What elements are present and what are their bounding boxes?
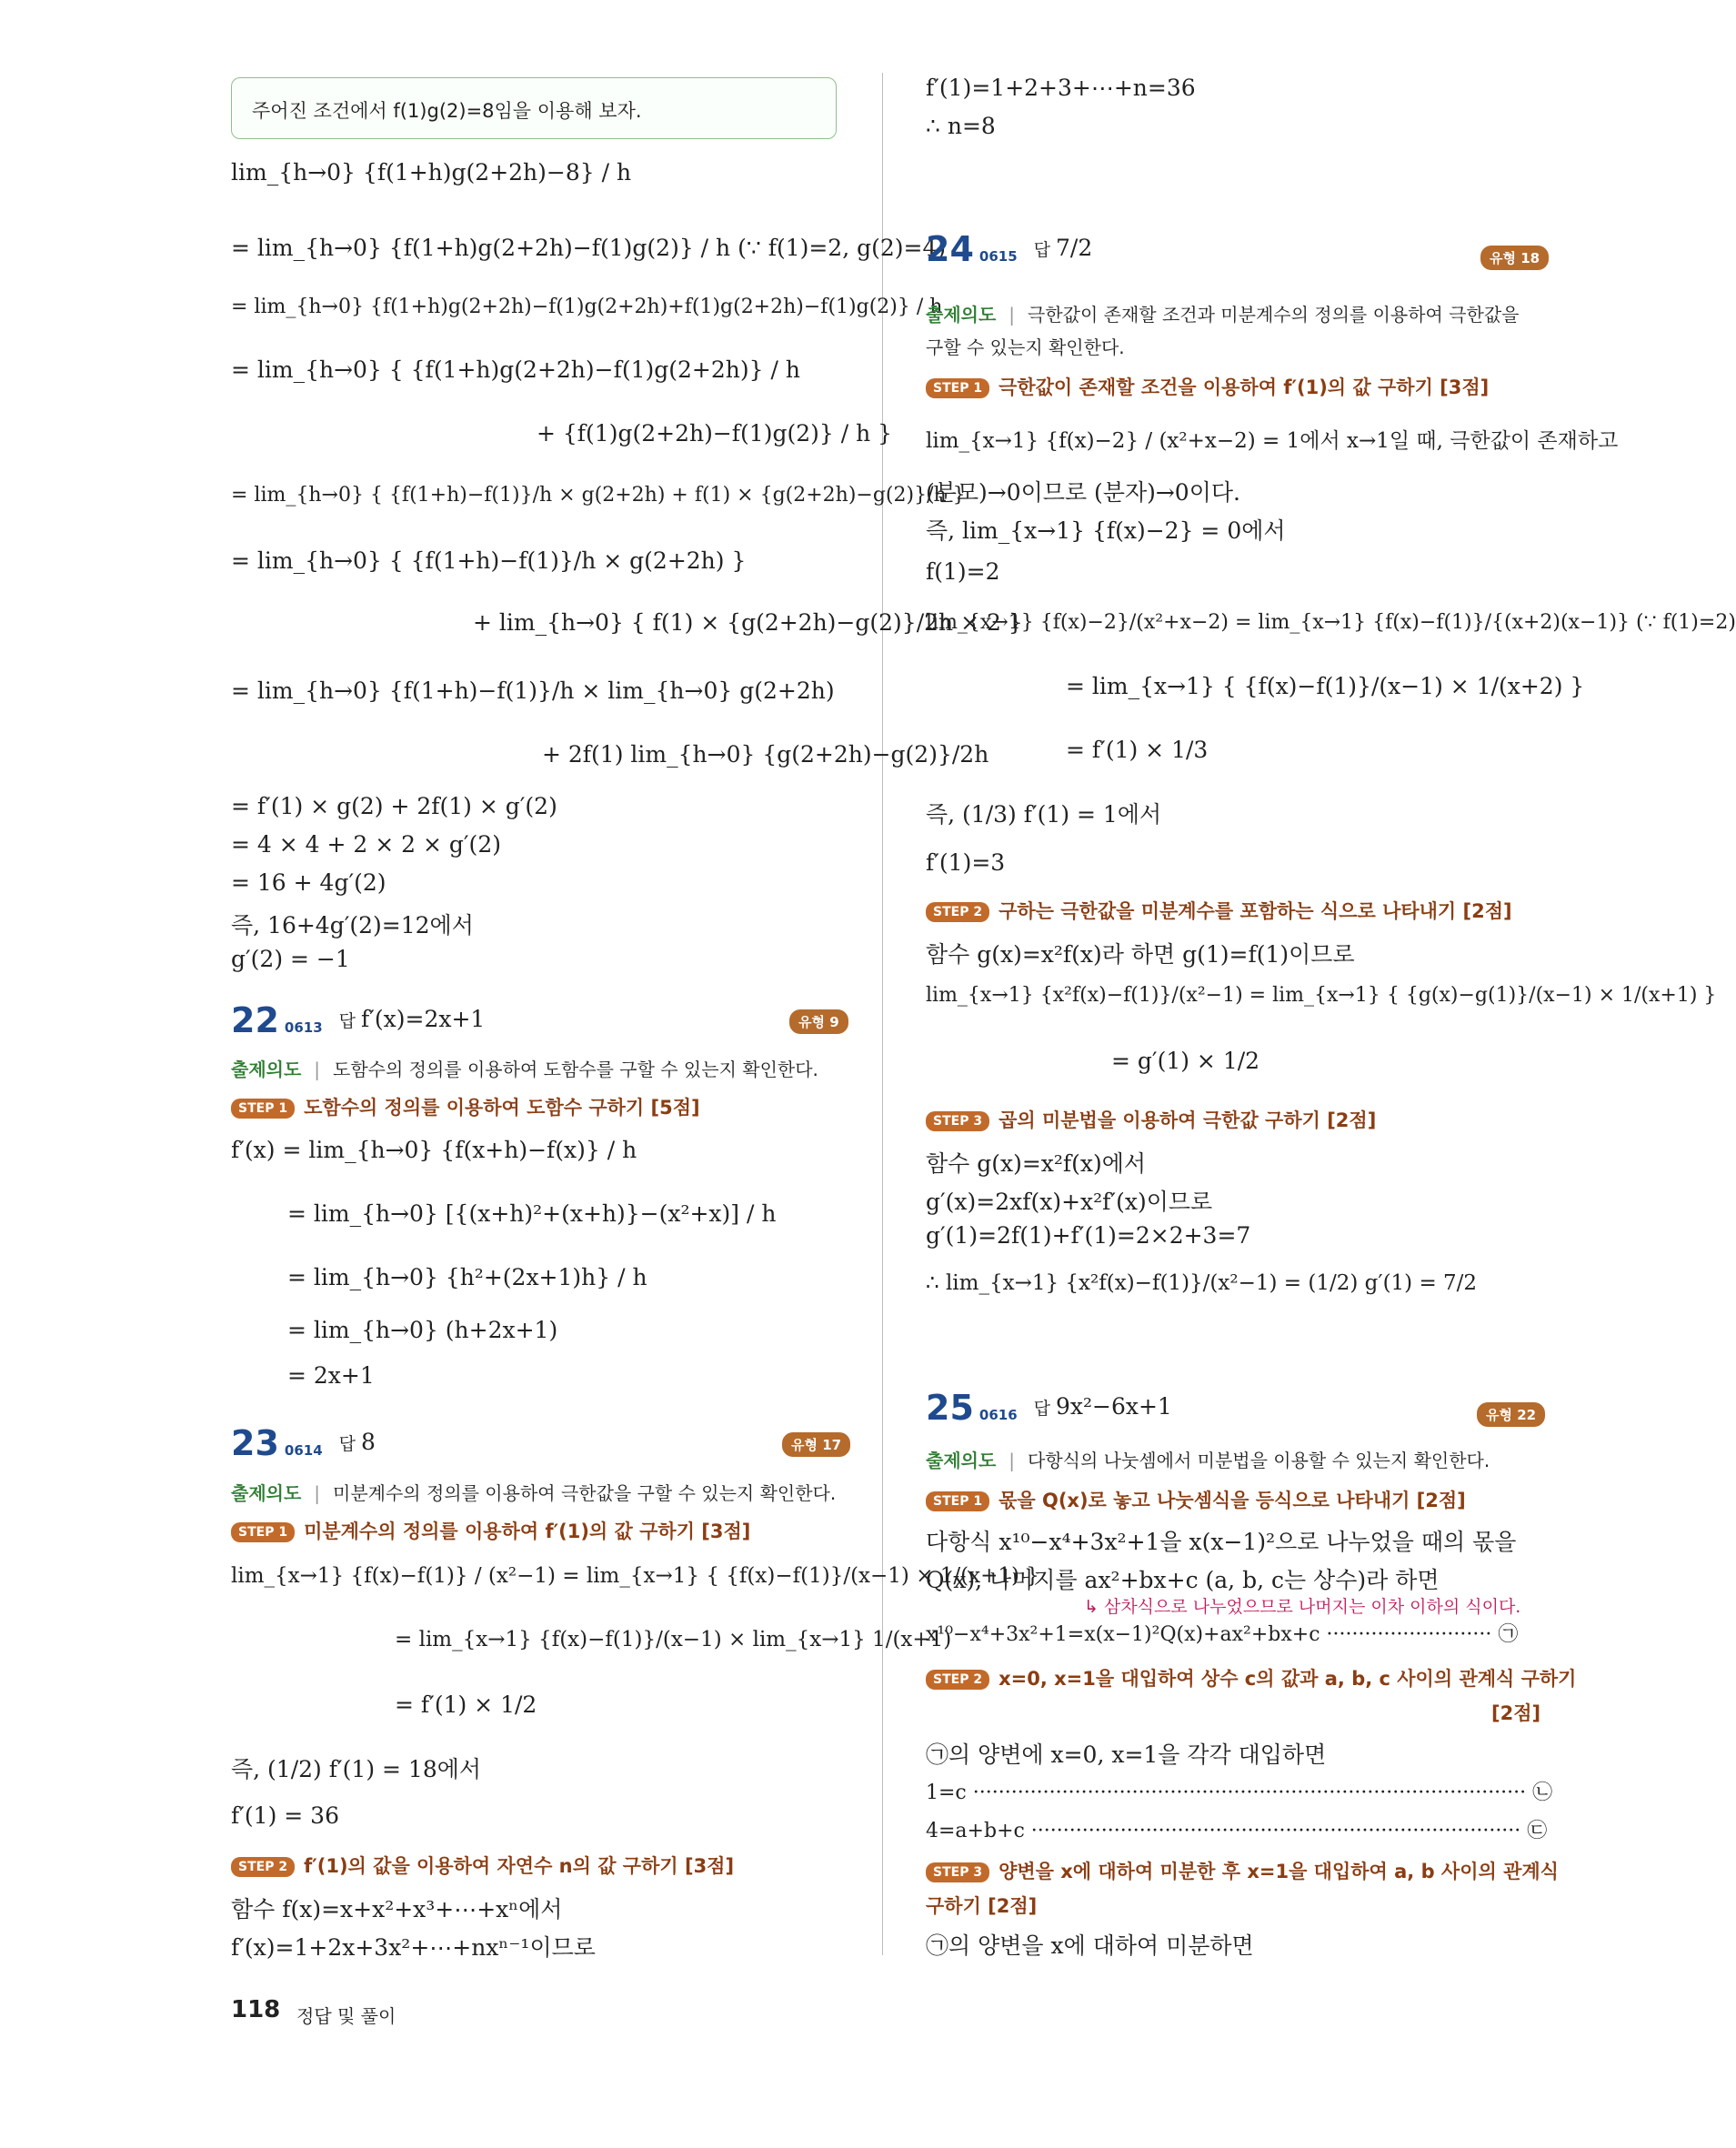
answer-icon: 답 — [338, 1434, 356, 1454]
intent-text: 도함수의 정의를 이용하여 도함수를 구할 수 있는지 확인한다. — [333, 1059, 818, 1080]
derivation-line: + 2f(1) lim_{h→0} {g(2+2h)−g(2)}/2h — [542, 741, 989, 768]
derivation-line: 즉, 16+4g′(2)=12에서 — [231, 912, 474, 938]
solution-line: = lim_{x→1} { {f(x)−f(1)}/(x−1) × 1/(x+2) } — [1066, 673, 1585, 699]
intent-line: 출제의도 | 도함수의 정의를 이용하여 도함수를 구할 수 있는지 확인한다. — [231, 1059, 818, 1080]
solution-line: ㉠의 양변에 x=0, x=1을 각각 대입하면 — [926, 1741, 1327, 1768]
step-text: 도함수의 정의를 이용하여 도함수 구하기 [5점] — [304, 1097, 700, 1119]
answer-icon: 답 — [1033, 240, 1050, 260]
solution-line: = lim_{h→0} {h²+(2x+1)h} / h — [287, 1264, 647, 1290]
problem-number: 25 — [926, 1388, 974, 1428]
solution-line: lim_{x→1} {f(x)−2}/(x²+x−2) = lim_{x→1} {f(x)−f(1)}/{(x+2)(x−1)} (∵ f(1)=2) — [926, 611, 1736, 634]
solution-line: f′(1) = 36 — [231, 1802, 339, 1829]
step-heading — [926, 1106, 1376, 1133]
derivation-line: = lim_{h→0} {f(1+h)−f(1)}/h × lim_{h→0} g(2+2h) — [231, 678, 835, 704]
step-badge: STEP 1 — [926, 378, 989, 398]
derivation-line: g′(2) = −1 — [231, 946, 350, 972]
problem-id: 0615 — [978, 248, 1018, 265]
step-points: [2점] — [1491, 1702, 1541, 1724]
intent-text: 다항식의 나눗셈에서 미분법을 이용할 수 있는지 확인한다. — [1028, 1450, 1490, 1471]
problem-number: 24 — [926, 229, 974, 269]
problem-id: 0616 — [978, 1407, 1018, 1423]
solution-line: 즉, (1/2) f′(1) = 18에서 — [231, 1756, 482, 1782]
derivation-line: = f′(1) × g(2) + 2f(1) × g′(2) — [231, 793, 557, 819]
step-heading — [926, 1486, 1466, 1513]
intent-text: 미분계수의 정의를 이용하여 극한값을 구할 수 있는지 확인한다. — [333, 1482, 837, 1504]
solution-line: f(1)=2 — [926, 558, 1000, 585]
derivation-line: = lim_{h→0} { {f(1+h)−f(1)}/h × g(2+2h) } — [231, 547, 747, 574]
answer: f′(x)=2x+1 — [361, 1006, 486, 1032]
solution-line: 1=c ······················································································· ㉡ — [926, 1782, 1553, 1804]
derivation-line: = lim_{h→0} { {f(1+h)−f(1)}/h × g(2+2h) + f(1) × {g(2+2h)−g(2)}/h } — [231, 484, 966, 507]
solution-line: lim_{x→1} {x²f(x)−f(1)}/(x²−1) = lim_{x→1} { {g(x)−g(1)}/(x−1) × 1/(x+1) } — [926, 984, 1717, 1007]
step-text: 극한값이 존재할 조건을 이용하여 f′(1)의 값 구하기 [3점] — [998, 376, 1490, 398]
solution-line: 함수 g(x)=x²f(x)라 하면 g(1)=f(1)이므로 — [926, 941, 1355, 968]
problem-22-header — [231, 1000, 485, 1040]
solution-line: g′(1)=2f(1)+f′(1)=2×2+3=7 — [926, 1222, 1251, 1249]
step-heading — [926, 897, 1512, 924]
answer-icon: 답 — [1033, 1399, 1050, 1419]
step-continuation: 구하기 [2점] — [926, 1895, 1038, 1917]
hint-text: 주어진 조건에서 f(1)g(2)=8임을 이용해 보자. — [252, 100, 642, 122]
derivation-line: = lim_{h→0} {f(1+h)g(2+2h)−f(1)g(2+2h)+f(1)g(2+2h)−f(1)g(2)} / h — [231, 296, 943, 318]
solution-line: lim_{x→1} {f(x)−2} / (x²+x−2) = 1에서 x→1일 때, 극한값이 존재하고 — [926, 429, 1619, 453]
type-badge: 유형 18 — [1480, 246, 1549, 270]
solution-line: = f′(1) × 1/2 — [395, 1691, 537, 1718]
answer: 7/2 — [1056, 235, 1093, 261]
intent-label: 출제의도 — [926, 1450, 997, 1471]
step-text: x=0, x=1을 대입하여 상수 c의 값과 a, b, c 사이의 관계식 구하기 — [998, 1668, 1577, 1690]
solution-line: 4=a+b+c ············································································· ㉢ — [926, 1820, 1548, 1842]
derivation-line: + lim_{h→0} { f(1) × {g(2+2h)−g(2)}/2h × 2 } — [473, 609, 1023, 636]
intent-label: 출제의도 — [926, 304, 997, 326]
derivation-line: lim_{h→0} {f(1+h)g(2+2h)−8} / h — [231, 159, 632, 186]
solution-line: 함수 f(x)=x+x²+x³+⋯+xⁿ에서 — [231, 1896, 563, 1922]
equation-1: x¹⁰−x⁴+3x²+1=x(x−1)²Q(x)+ax²+bx+c ·························· ㉠ — [926, 1623, 1519, 1646]
solution-line: 즉, (1/3) f′(1) = 1에서 — [926, 801, 1162, 828]
step-text: f′(1)의 값을 이용하여 자연수 n의 값 구하기 [3점] — [304, 1855, 735, 1877]
remainder-note: ↳ 삼차식으로 나누었으므로 나머지는 이차 이하의 식이다. — [1084, 1597, 1521, 1617]
column-divider — [882, 73, 883, 1955]
step-heading — [926, 373, 1489, 400]
intent-line: 출제의도 | 극한값이 존재할 조건과 미분계수의 정의를 이용하여 극한값을 — [926, 304, 1520, 326]
page-number: 118 — [231, 1996, 281, 2023]
solution-line: = f′(1) × 1/3 — [1066, 737, 1209, 763]
problem-id: 0614 — [284, 1442, 323, 1459]
solution-line: 즉, lim_{x→1} {f(x)−2} = 0에서 — [926, 517, 1286, 544]
derivation-line: + {f(1)g(2+2h)−f(1)g(2)} / h } — [537, 420, 893, 447]
solution-line: f′(x)=1+2x+3x²+⋯+nxⁿ⁻¹이므로 — [231, 1934, 596, 1961]
solution-line: Q(x), 나머지를 ax²+bx+c (a, b, c는 상수)라 하면 — [926, 1567, 1440, 1593]
solution-line: 함수 g(x)=x²f(x)에서 — [926, 1150, 1147, 1177]
derivation-line: = lim_{h→0} { {f(1+h)g(2+2h)−f(1)g(2+2h)} / h — [231, 356, 800, 383]
step-text: 몫을 Q(x)로 놓고 나눗셈식을 등식으로 나타내기 [2점] — [998, 1490, 1466, 1511]
problem-number: 23 — [231, 1423, 279, 1463]
step-heading — [231, 1852, 734, 1879]
step-heading — [231, 1517, 750, 1544]
step-badge: STEP 3 — [926, 1111, 989, 1131]
solution-line: f′(1)=1+2+3+⋯+n=36 — [926, 75, 1196, 101]
solution-line: = lim_{x→1} {f(x)−f(1)}/(x−1) × lim_{x→1} 1/(x+1) — [395, 1628, 952, 1651]
step-badge: STEP 2 — [926, 902, 989, 922]
intent-line: 출제의도 | 미분계수의 정의를 이용하여 극한값을 구할 수 있는지 확인한다. — [231, 1482, 837, 1504]
solution-line: (분모)→0이므로 (분자)→0이다. — [926, 479, 1240, 506]
step-badge: STEP 1 — [231, 1099, 295, 1119]
step-badge: STEP 1 — [926, 1491, 989, 1511]
solution-line: ∴ lim_{x→1} {x²f(x)−f(1)}/(x²−1) = (1/2) g′(1) = 7/2 — [926, 1271, 1478, 1295]
intent-line: 출제의도 | 다항식의 나눗셈에서 미분법을 이용할 수 있는지 확인한다. — [926, 1450, 1490, 1471]
step-text: 구하는 극한값을 미분계수를 포함하는 식으로 나타내기 [2점] — [998, 900, 1512, 922]
solution-line: = g′(1) × 1/2 — [1111, 1048, 1260, 1074]
solution-line: lim_{x→1} {f(x)−f(1)} / (x²−1) = lim_{x→1} { {f(x)−f(1)}/(x−1) × 1/(x+1) } — [231, 1564, 1039, 1588]
intent-continuation: 구할 수 있는지 확인한다. — [926, 336, 1125, 358]
solution-line: g′(x)=2xf(x)+x²f′(x)이므로 — [926, 1189, 1213, 1215]
intent-text: 극한값이 존재할 조건과 미분계수의 정의를 이용하여 극한값을 — [1028, 304, 1520, 326]
answer: 9x²−6x+1 — [1056, 1393, 1172, 1420]
derivation-line: = 4 × 4 + 2 × 2 × g′(2) — [231, 831, 501, 858]
step-text: 미분계수의 정의를 이용하여 f′(1)의 값 구하기 [3점] — [304, 1521, 751, 1542]
step-text: 곱의 미분법을 이용하여 극한값 구하기 [2점] — [998, 1109, 1377, 1131]
step-badge: STEP 2 — [231, 1857, 295, 1877]
solution-line: f′(x) = lim_{h→0} {f(x+h)−f(x)} / h — [231, 1137, 637, 1163]
answer: 8 — [361, 1429, 376, 1455]
solution-line: ∴ n=8 — [926, 113, 996, 139]
solution-line: = lim_{h→0} [{(x+h)²+(x+h)}−(x²+x)] / h — [287, 1200, 777, 1227]
intent-label: 출제의도 — [231, 1059, 302, 1080]
step-heading — [926, 1857, 1559, 1884]
solution-line: = lim_{h→0} (h+2x+1) — [287, 1317, 558, 1343]
solution-line: = 2x+1 — [287, 1362, 375, 1389]
problem-25-header — [926, 1388, 1172, 1428]
derivation-line: = lim_{h→0} {f(1+h)g(2+2h)−f(1)g(2)} / h (∵ f(1)=2, g(2)=4) — [231, 235, 947, 261]
solution-line: ㉠의 양변을 x에 대하여 미분하면 — [926, 1932, 1254, 1959]
answer-icon: 답 — [338, 1011, 356, 1031]
hint-box — [231, 77, 837, 139]
step-badge: STEP 1 — [231, 1522, 295, 1542]
step-badge: STEP 2 — [926, 1670, 989, 1690]
problem-23-header — [231, 1423, 376, 1463]
solution-line: 다항식 x¹⁰−x⁴+3x²+1을 x(x−1)²으로 나누었을 때의 몫을 — [926, 1529, 1517, 1555]
problem-24-header — [926, 229, 1092, 269]
type-badge: 유형 22 — [1477, 1402, 1545, 1427]
problem-id: 0613 — [284, 1019, 323, 1036]
type-badge: 유형 17 — [782, 1432, 850, 1457]
derivation-line: = 16 + 4g′(2) — [231, 869, 386, 896]
step-heading — [926, 1664, 1576, 1691]
step-heading — [231, 1093, 700, 1120]
step-badge: STEP 3 — [926, 1862, 989, 1882]
footer-text: 정답 및 풀이 — [296, 2005, 396, 2027]
solution-line: f′(1)=3 — [926, 849, 1006, 876]
step-text: 양변을 x에 대하여 미분한 후 x=1을 대입하여 a, b 사이의 관계식 — [998, 1861, 1559, 1882]
problem-number: 22 — [231, 1000, 279, 1040]
intent-label: 출제의도 — [231, 1482, 302, 1504]
type-badge: 유형 9 — [789, 1009, 848, 1034]
